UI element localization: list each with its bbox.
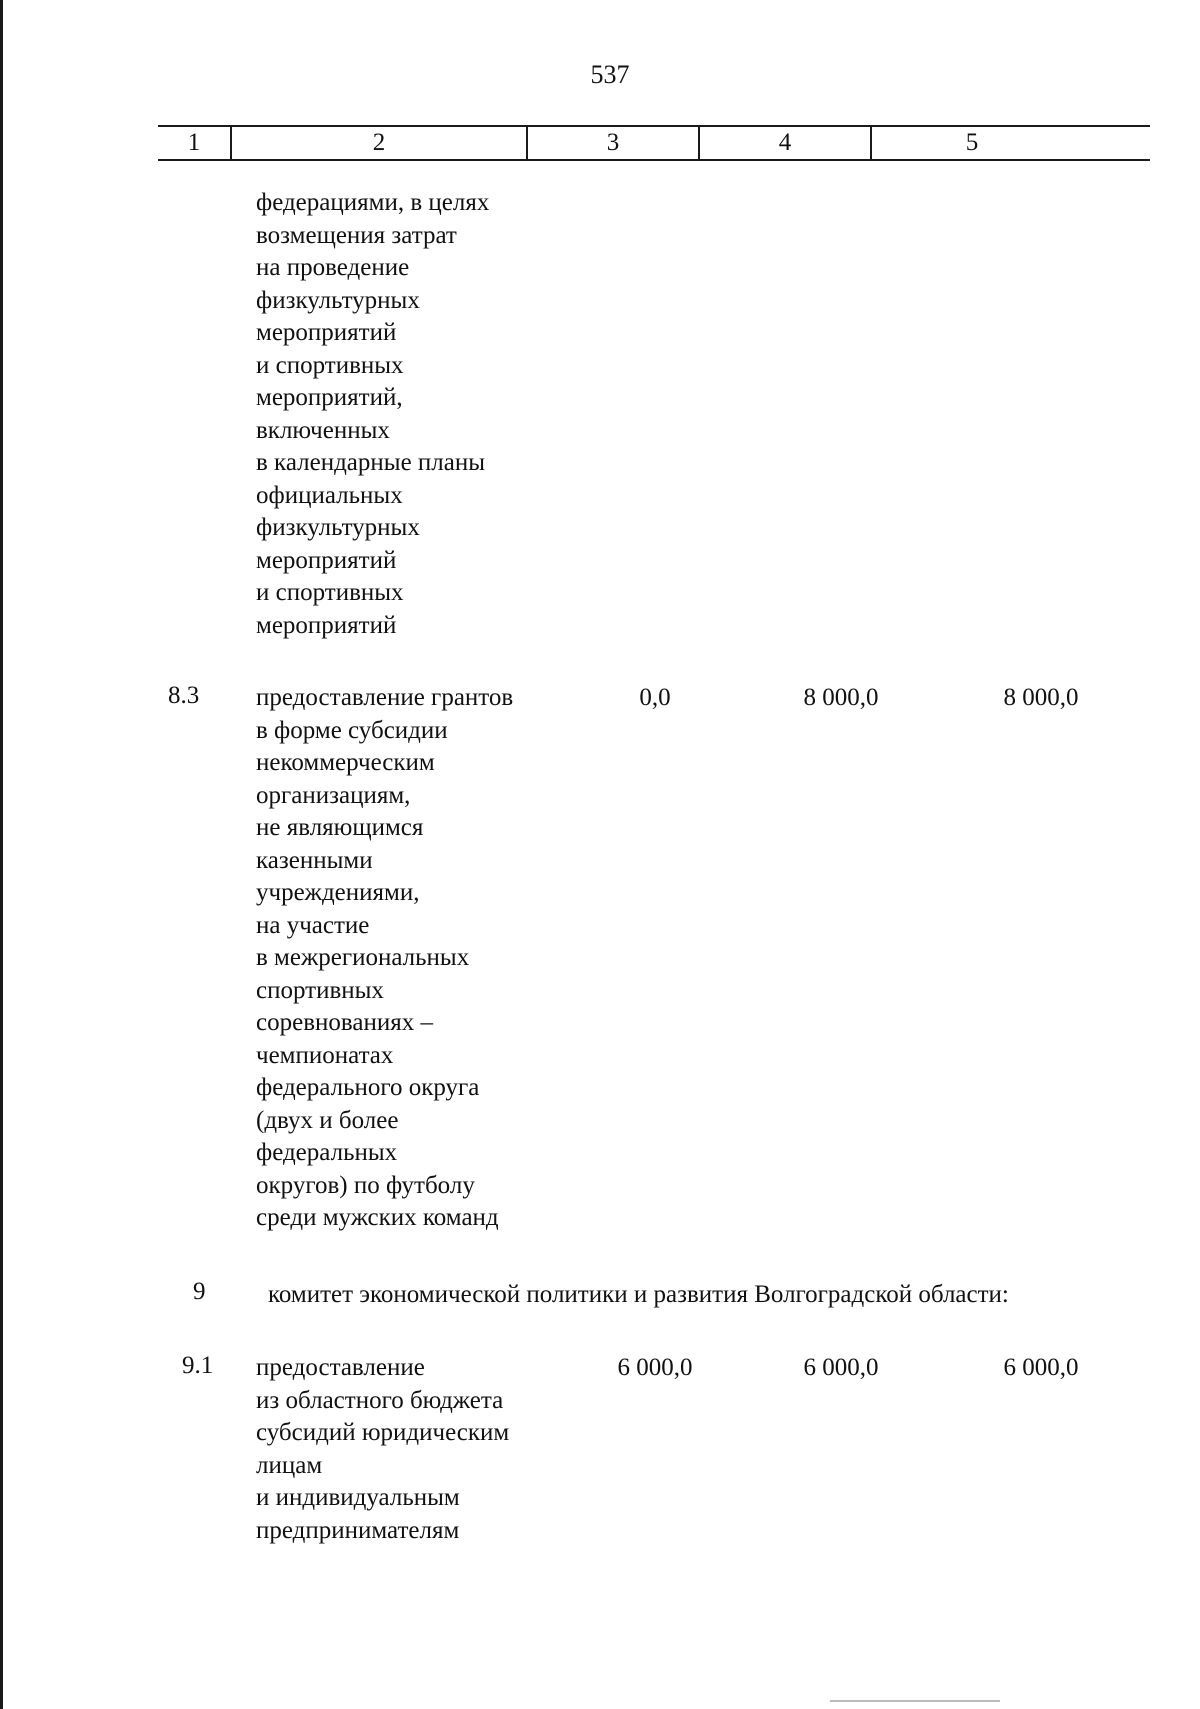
text-line: соревнованиях – xyxy=(256,1009,433,1036)
scan-edge xyxy=(0,0,3,1709)
text-line: физкультурных xyxy=(256,286,420,314)
text-line: округов) по футболу xyxy=(256,1171,475,1199)
text-line: чемпионатах xyxy=(256,1041,394,1069)
continuation-text xyxy=(256,187,576,642)
text-line: учреждениями, xyxy=(256,879,420,906)
text-line: организациям, xyxy=(256,781,411,809)
row-8-3-col5: 8 000,0 xyxy=(1003,684,1079,711)
text-line: на проведение xyxy=(256,254,410,281)
text-line: федеральных xyxy=(256,1139,398,1166)
text-line: предоставление грантов xyxy=(256,684,514,711)
header-col-1: 1 xyxy=(187,129,201,156)
section-number-9: 9 xyxy=(193,1278,206,1305)
text-line: мероприятий xyxy=(256,546,397,574)
text-line: (двух и более xyxy=(256,1106,399,1134)
section-9-title: комитет экономической политики и развития Волгоградской области: xyxy=(268,1281,1009,1308)
text-line: в форме субсидии xyxy=(256,716,448,744)
page-number: 537 xyxy=(590,60,630,89)
text-line: в календарные планы xyxy=(256,449,486,476)
header-col-5: 5 xyxy=(965,129,979,156)
text-line: официальных xyxy=(256,481,403,509)
text-line: мероприятий xyxy=(256,319,397,346)
text-line: казенными xyxy=(256,846,373,874)
text-line: мероприятий, xyxy=(256,384,403,411)
table-header-row xyxy=(158,125,1150,161)
header-rule-bottom xyxy=(158,159,1150,161)
header-col-2: 2 xyxy=(372,129,386,156)
text-line: лицам xyxy=(256,1451,323,1479)
row-9-1-col5: 6 000,0 xyxy=(1003,1354,1079,1381)
header-col-3: 3 xyxy=(606,129,620,156)
row-9-1-col3: 6 000,0 xyxy=(617,1354,693,1381)
row-number-8-3: 8.3 xyxy=(168,682,200,709)
text-line: физкультурных xyxy=(256,514,420,541)
text-line: некоммерческим xyxy=(256,749,435,776)
text-line: мероприятий xyxy=(256,611,397,639)
row-number-9-1: 9.1 xyxy=(182,1352,214,1379)
text-line: федерациями, в целях xyxy=(256,189,490,216)
text-line: не являющимся xyxy=(256,814,424,841)
text-line: включенных xyxy=(256,416,390,444)
text-line: предпринимателям xyxy=(256,1516,460,1544)
header-col-4: 4 xyxy=(778,129,792,156)
scan-artifact xyxy=(830,1700,1000,1702)
row-9-1-description xyxy=(256,1352,576,1547)
text-line: спортивных xyxy=(256,976,384,1004)
text-line: предоставление xyxy=(256,1354,425,1381)
text-line: из областного бюджета xyxy=(256,1386,504,1414)
text-line: на участие xyxy=(256,911,370,939)
row-8-3-col4: 8 000,0 xyxy=(803,684,879,711)
text-line: и индивидуальным xyxy=(256,1484,460,1511)
text-line: федерального округа xyxy=(256,1074,480,1101)
row-8-3-col3: 0,0 xyxy=(639,684,671,711)
text-line: и спортивных xyxy=(256,579,404,606)
row-9-1-col4: 6 000,0 xyxy=(803,1354,879,1381)
row-8-3-description xyxy=(256,682,576,1235)
text-line: и спортивных xyxy=(256,351,404,379)
text-line: в межрегиональных xyxy=(256,944,470,971)
text-line: среди мужских команд xyxy=(256,1204,499,1231)
text-line: субсидий юридическим xyxy=(256,1419,510,1446)
text-line: возмещения затрат xyxy=(256,221,457,249)
